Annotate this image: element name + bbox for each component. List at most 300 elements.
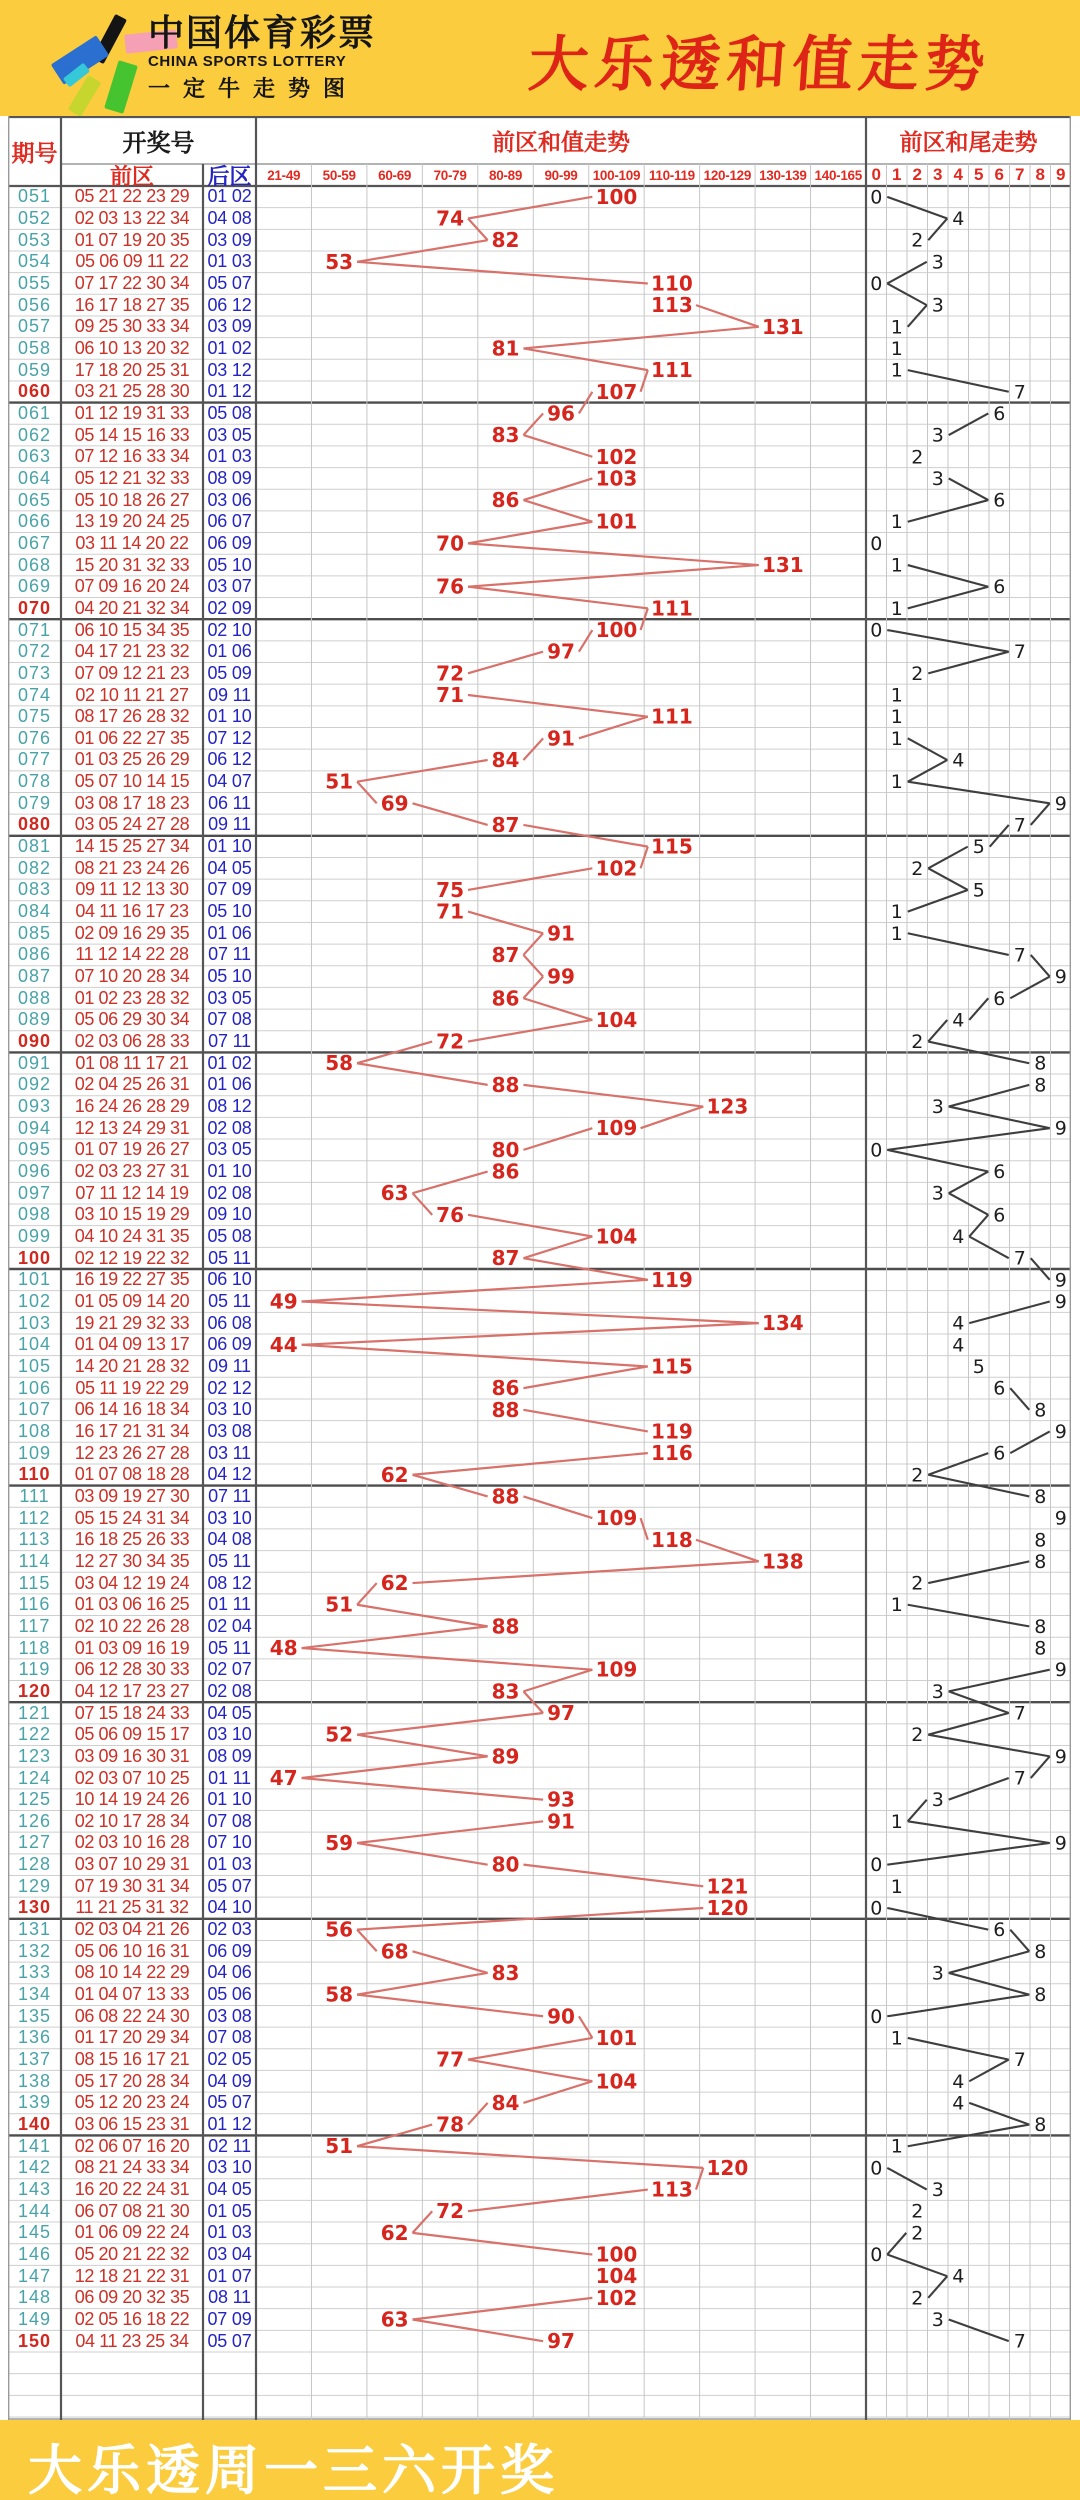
back-numbers-cell: 01 11 [208, 1767, 251, 1788]
tail-value-label: 9 [1054, 792, 1067, 815]
sum-value-label: 120 [706, 2155, 749, 2180]
front-numbers-cell: 07 10 20 28 34 [74, 966, 190, 987]
sum-value-label: 111 [651, 358, 693, 383]
back-numbers-cell: 03 08 [207, 1420, 252, 1441]
period-cell: 139 [17, 2092, 52, 2113]
tail-value-label: 4 [952, 1334, 965, 1357]
front-numbers-cell: 07 15 18 24 33 [74, 1702, 190, 1723]
period-cell: 108 [17, 1420, 52, 1441]
tail-value-label: 1 [890, 1875, 903, 1898]
tail-value-label: 3 [931, 2179, 944, 2202]
sum-value-label: 62 [380, 2220, 409, 2245]
back-numbers-cell: 03 09 [207, 229, 252, 250]
sum-value-label: 138 [761, 1549, 804, 1574]
tail-value-label: 1 [890, 1594, 903, 1617]
tail-digit-cell: 8 [1035, 165, 1045, 184]
back-numbers-cell: 06 12 [207, 749, 252, 770]
tail-value-label: 9 [1054, 1269, 1067, 1292]
period-cell: 145 [17, 2222, 52, 2243]
tail-value-label: 9 [1054, 1117, 1067, 1140]
front-numbers-cell: 03 08 17 18 23 [74, 792, 190, 813]
front-numbers-cell: 12 18 21 22 31 [74, 2265, 190, 2286]
sum-value-label: 71 [436, 899, 465, 924]
back-numbers-cell: 06 09 [207, 1940, 252, 1961]
logo-cn-text: 中国体育彩票 [148, 12, 377, 53]
front-numbers-cell: 07 12 16 33 34 [74, 446, 190, 467]
front-numbers-cell: 01 17 20 29 34 [74, 2027, 190, 2048]
back-numbers-cell: 07 09 [207, 2309, 252, 2329]
back-numbers-cell: 03 05 [207, 1139, 252, 1160]
tail-value-label: 4 [952, 1226, 965, 1249]
front-numbers-cell: 06 07 08 21 30 [74, 2200, 190, 2221]
tail-value-label: 9 [1054, 1745, 1067, 1768]
tail-value-label: 2 [911, 2222, 924, 2245]
front-numbers-cell: 04 17 21 23 32 [74, 641, 190, 662]
tail-value-label: 6 [993, 1919, 1006, 1942]
sum-value-label: 83 [491, 1679, 520, 1704]
back-numbers-cell: 07 11 [208, 944, 251, 965]
sum-value-label: 84 [491, 747, 520, 772]
back-numbers-cell: 01 03 [207, 446, 252, 467]
sum-value-label: 80 [491, 1852, 520, 1877]
period-cell: 085 [17, 922, 52, 943]
tail-digit-cell: 3 [933, 165, 943, 184]
period-cell: 133 [17, 1962, 52, 1983]
period-cell: 082 [17, 857, 52, 878]
tail-value-label: 2 [911, 1724, 924, 1747]
sum-value-label: 49 [269, 1289, 298, 1314]
back-numbers-cell: 04 05 [207, 2179, 252, 2200]
back-numbers-cell: 03 05 [207, 424, 252, 445]
back-numbers-cell: 02 04 [207, 1615, 252, 1636]
front-numbers-cell: 05 10 18 26 27 [74, 489, 190, 510]
sum-value-label: 72 [436, 661, 465, 686]
back-numbers-cell: 03 05 [207, 987, 252, 1008]
front-numbers-cell: 07 09 12 21 23 [74, 662, 190, 683]
sum-value-label: 113 [651, 2177, 693, 2202]
back-numbers-cell: 04 07 [207, 771, 252, 792]
tail-value-label: 1 [890, 511, 903, 534]
back-numbers-cell: 07 08 [207, 1810, 252, 1831]
tail-value-label: 1 [890, 727, 903, 750]
period-cell: 054 [17, 251, 52, 272]
tail-value-label: 3 [931, 251, 944, 274]
period-cell: 098 [17, 1204, 52, 1225]
sum-value-label: 118 [651, 1527, 693, 1552]
period-cell: 120 [17, 1680, 52, 1701]
front-numbers-cell: 02 03 07 10 25 [74, 1767, 190, 1788]
front-numbers-cell: 01 07 19 26 27 [74, 1139, 190, 1160]
sum-value-label: 123 [706, 1094, 749, 1119]
tail-value-label: 0 [870, 186, 883, 209]
back-numbers-cell: 02 08 [207, 1680, 252, 1701]
period-cell: 053 [17, 229, 52, 250]
front-numbers-cell: 07 11 12 14 19 [75, 1182, 189, 1203]
tail-value-label: 8 [1034, 1984, 1047, 2007]
sum-value-label: 110 [651, 271, 693, 296]
tail-value-label: 6 [993, 1377, 1006, 1400]
back-numbers-cell: 07 11 [208, 1485, 251, 1506]
sum-value-label: 59 [325, 1830, 354, 1855]
tail-value-label: 0 [870, 272, 883, 295]
period-cell: 122 [17, 1724, 52, 1745]
period-cell: 100 [17, 1247, 52, 1268]
front-numbers-cell: 05 20 21 22 32 [74, 2244, 190, 2265]
sum-value-label: 109 [595, 1506, 638, 1531]
front-numbers-cell: 11 12 14 22 28 [75, 944, 189, 965]
tail-value-label: 4 [952, 749, 965, 772]
period-cell: 084 [17, 901, 52, 922]
tail-value-label: 1 [890, 2135, 903, 2158]
tail-value-label: 7 [1013, 641, 1026, 664]
tail-value-label: 1 [890, 922, 903, 945]
front-numbers-cell: 02 04 25 26 31 [74, 1074, 190, 1095]
sum-value-label: 47 [269, 1766, 298, 1791]
sum-value-label: 72 [436, 1029, 465, 1054]
tail-value-label: 2 [911, 2200, 924, 2223]
period-cell: 075 [17, 706, 52, 727]
front-numbers-cell: 01 12 19 31 33 [74, 402, 190, 423]
tail-value-label: 0 [870, 1139, 883, 1162]
front-numbers-cell: 05 21 22 23 29 [74, 186, 190, 207]
sum-range-cell: 100-109 [592, 167, 641, 183]
tail-value-label: 1 [890, 597, 903, 620]
front-numbers-cell: 02 12 19 22 32 [74, 1247, 190, 1268]
back-numbers-cell: 09 11 [208, 1355, 251, 1376]
tail-value-label: 3 [931, 1962, 944, 1985]
period-cell: 135 [17, 2005, 52, 2026]
front-numbers-cell: 17 18 20 25 31 [74, 359, 190, 380]
sum-value-label: 101 [595, 2025, 638, 2050]
back-numbers-cell: 02 11 [208, 2135, 251, 2156]
tail-digit-cell: 1 [892, 165, 902, 184]
period-cell: 110 [18, 1464, 51, 1485]
period-cell: 092 [17, 1074, 52, 1095]
sum-value-label: 134 [761, 1311, 804, 1336]
sum-value-label: 101 [595, 509, 638, 534]
front-numbers-cell: 05 17 20 28 34 [74, 2070, 190, 2091]
front-numbers-cell: 06 10 15 34 35 [74, 619, 190, 640]
tail-value-label: 7 [1013, 944, 1026, 967]
period-cell: 118 [18, 1637, 51, 1658]
front-numbers-cell: 03 04 12 19 24 [74, 1572, 190, 1593]
sum-value-label: 84 [491, 2090, 520, 2115]
period-cell: 127 [17, 1832, 52, 1853]
sum-value-label: 86 [491, 1376, 520, 1401]
tail-value-label: 4 [952, 207, 965, 230]
period-cell: 097 [17, 1182, 52, 1203]
tail-value-label: 0 [870, 532, 883, 555]
back-numbers-cell: 02 05 [207, 2049, 252, 2070]
sum-value-label: 104 [595, 1224, 638, 1249]
sum-value-label: 87 [491, 1246, 520, 1271]
back-numbers-cell: 02 03 [207, 1919, 252, 1940]
sum-value-label: 87 [491, 942, 520, 967]
period-cell: 121 [17, 1702, 52, 1723]
back-numbers-cell: 01 10 [207, 1161, 252, 1182]
front-numbers-cell: 05 15 24 31 34 [74, 1507, 190, 1528]
back-numbers-cell: 01 03 [207, 1854, 252, 1875]
back-numbers-cell: 05 08 [207, 1226, 252, 1246]
sum-value-label: 103 [595, 466, 638, 491]
tail-digit-cell: 2 [912, 165, 922, 184]
back-numbers-cell: 03 11 [208, 1442, 251, 1463]
period-cell: 091 [17, 1052, 52, 1073]
tail-value-label: 4 [952, 2070, 965, 2093]
tail-value-label: 3 [931, 1096, 944, 1119]
front-numbers-cell: 08 21 23 24 26 [74, 857, 190, 878]
back-numbers-cell: 06 09 [207, 1334, 252, 1355]
tail-digit-cell: 7 [1015, 165, 1025, 184]
tail-value-label: 4 [952, 1009, 965, 1032]
front-numbers-cell: 02 09 16 29 35 [74, 922, 190, 943]
sum-value-label: 104 [595, 2069, 638, 2094]
sum-range-cell: 120-129 [703, 167, 752, 183]
period-cell: 142 [17, 2157, 52, 2178]
sum-range-cell: 90-99 [544, 167, 578, 183]
front-numbers-cell: 03 10 15 19 29 [74, 1204, 190, 1225]
front-numbers-cell: 05 07 10 14 15 [74, 771, 190, 792]
back-numbers-cell: 01 06 [207, 1074, 252, 1095]
tail-value-label: 3 [931, 424, 944, 447]
front-numbers-cell: 03 11 14 20 22 [75, 532, 189, 553]
front-numbers-cell: 05 11 19 22 29 [75, 1377, 189, 1398]
back-numbers-cell: 04 09 [207, 2070, 252, 2091]
front-numbers-cell: 04 20 21 32 34 [74, 597, 190, 618]
back-numbers-cell: 01 07 [207, 2265, 252, 2286]
top-banner [0, 0, 1080, 116]
front-numbers-cell: 16 17 18 27 35 [74, 294, 190, 315]
tail-value-label: 1 [890, 684, 903, 707]
tail-value-label: 3 [931, 1680, 944, 1703]
sum-value-label: 62 [380, 1462, 409, 1487]
col-header-back-zone: 后区 [207, 163, 252, 189]
tail-value-label: 3 [931, 2309, 944, 2332]
front-numbers-cell: 08 10 14 22 29 [74, 1962, 190, 1983]
tail-value-label: 5 [972, 1355, 985, 1378]
period-cell: 132 [17, 1940, 52, 1961]
back-numbers-cell: 07 12 [207, 727, 252, 748]
back-numbers-cell: 02 08 [207, 1182, 252, 1203]
tail-value-label: 8 [1034, 1074, 1047, 1097]
front-numbers-cell: 09 25 30 33 34 [74, 316, 190, 337]
back-numbers-cell: 06 09 [207, 532, 252, 553]
sum-value-label: 88 [491, 1484, 520, 1509]
tail-value-label: 1 [890, 337, 903, 360]
sum-value-label: 86 [491, 986, 520, 1011]
front-numbers-cell: 13 19 20 24 25 [74, 511, 190, 532]
period-cell: 095 [17, 1139, 52, 1160]
sum-value-label: 100 [595, 618, 638, 643]
tail-value-label: 1 [890, 2027, 903, 2050]
tail-value-label: 8 [1034, 1615, 1047, 1638]
lottery-logo-icon [45, 10, 145, 108]
back-numbers-cell: 05 10 [207, 901, 252, 922]
tail-value-label: 9 [1054, 1832, 1067, 1855]
front-numbers-cell: 05 06 29 30 34 [74, 1009, 190, 1030]
back-numbers-cell: 05 10 [207, 554, 252, 575]
sum-value-label: 75 [436, 877, 465, 902]
tail-value-label: 6 [993, 1204, 1006, 1227]
period-cell: 126 [17, 1810, 52, 1831]
front-numbers-cell: 02 10 22 26 28 [74, 1615, 190, 1636]
period-cell: 066 [17, 511, 52, 532]
tail-value-label: 8 [1034, 1550, 1047, 1573]
back-numbers-cell: 03 10 [207, 2157, 252, 2178]
front-numbers-cell: 02 03 10 16 28 [74, 1832, 190, 1853]
sum-value-label: 104 [595, 2264, 638, 2289]
tail-value-label: 1 [890, 771, 903, 794]
section-header-tail-trend: 前区和尾走势 [899, 128, 1038, 155]
back-numbers-cell: 07 08 [207, 1009, 252, 1030]
period-cell: 146 [17, 2244, 52, 2265]
back-numbers-cell: 01 02 [207, 186, 252, 207]
sum-range-cell: 110-119 [648, 167, 695, 183]
sum-value-label: 131 [761, 314, 804, 339]
tail-value-label: 2 [911, 229, 924, 252]
back-numbers-cell: 05 07 [207, 2330, 252, 2351]
sum-value-label: 89 [491, 1744, 520, 1769]
period-cell: 105 [17, 1355, 52, 1376]
sum-value-label: 109 [595, 1116, 638, 1141]
period-cell: 064 [17, 467, 52, 488]
tail-value-label: 2 [911, 1464, 924, 1487]
sum-value-label: 72 [436, 2199, 465, 2224]
front-numbers-cell: 06 09 20 32 35 [74, 2287, 190, 2308]
front-numbers-cell: 03 09 19 27 30 [74, 1485, 190, 1506]
period-cell: 112 [18, 1507, 51, 1528]
sum-value-label: 91 [547, 921, 575, 946]
sum-value-label: 83 [491, 423, 520, 448]
tail-value-label: 8 [1034, 1637, 1047, 1660]
period-cell: 080 [17, 814, 52, 835]
front-numbers-cell: 06 14 16 18 34 [74, 1399, 190, 1420]
period-cell: 089 [17, 1009, 52, 1030]
back-numbers-cell: 05 07 [207, 272, 252, 293]
tail-value-label: 3 [931, 294, 944, 317]
tail-value-label: 0 [870, 1897, 883, 1920]
front-numbers-cell: 12 23 26 27 28 [74, 1442, 190, 1463]
front-numbers-cell: 04 12 17 23 27 [74, 1680, 190, 1701]
tail-value-label: 0 [870, 2244, 883, 2267]
tail-value-label: 7 [1013, 1767, 1026, 1790]
back-numbers-cell: 01 06 [207, 922, 252, 943]
front-numbers-cell: 02 03 13 22 34 [74, 207, 190, 228]
period-cell: 086 [17, 944, 52, 965]
col-header-front-zone: 前区 [109, 163, 154, 189]
front-numbers-cell: 01 05 09 14 20 [74, 1290, 190, 1311]
back-numbers-cell: 01 11 [208, 1594, 251, 1615]
tail-value-label: 9 [1054, 1507, 1067, 1530]
tail-value-label: 6 [993, 1442, 1006, 1465]
front-numbers-cell: 07 19 30 31 34 [74, 1875, 190, 1896]
period-cell: 069 [17, 576, 52, 597]
back-numbers-cell: 03 10 [207, 1724, 252, 1745]
period-cell: 058 [17, 337, 52, 358]
back-numbers-cell: 05 09 [207, 662, 252, 683]
period-cell: 109 [17, 1442, 52, 1463]
tail-value-label: 6 [993, 489, 1006, 512]
back-numbers-cell: 04 08 [207, 1529, 252, 1550]
back-numbers-cell: 01 03 [207, 251, 252, 272]
back-numbers-cell: 09 11 [208, 814, 251, 835]
sum-value-label: 81 [491, 336, 520, 361]
sum-value-label: 109 [595, 1657, 638, 1682]
front-numbers-cell: 02 06 07 16 20 [74, 2135, 190, 2156]
back-numbers-cell: 03 04 [207, 2244, 252, 2265]
period-cell: 065 [17, 489, 52, 510]
sum-value-label: 83 [491, 1960, 520, 1985]
tail-value-label: 2 [911, 1031, 924, 1054]
back-numbers-cell: 03 10 [207, 1507, 252, 1528]
period-cell: 111 [19, 1485, 50, 1506]
back-numbers-cell: 08 12 [207, 1572, 252, 1593]
tail-value-label: 9 [1054, 1420, 1067, 1443]
logo-subtitle-text: 一定牛走势图 [148, 76, 359, 101]
back-numbers-cell: 06 11 [208, 792, 251, 813]
sum-value-label: 68 [380, 1939, 409, 1964]
tail-value-label: 2 [911, 662, 924, 685]
sum-value-label: 56 [325, 1917, 354, 1942]
back-numbers-cell: 02 09 [207, 597, 252, 618]
tail-value-label: 1 [890, 706, 903, 729]
logo-en-text: CHINA SPORTS LOTTERY [148, 53, 347, 70]
front-numbers-cell: 06 12 28 30 33 [74, 1659, 190, 1680]
back-numbers-cell: 01 02 [207, 1052, 252, 1073]
tail-digit-cell: 9 [1056, 165, 1066, 184]
front-numbers-cell: 04 11 23 25 34 [75, 2330, 189, 2351]
sum-value-label: 88 [491, 1614, 520, 1639]
back-numbers-cell: 03 09 [207, 316, 252, 337]
front-numbers-cell: 08 21 24 33 34 [74, 2157, 190, 2178]
period-cell: 087 [17, 966, 52, 987]
tail-value-label: 4 [952, 2265, 965, 2288]
tail-value-label: 0 [870, 2005, 883, 2028]
back-numbers-cell: 08 12 [207, 1096, 252, 1117]
page-title: 大乐透和值走势 [526, 31, 994, 98]
back-numbers-cell: 01 10 [207, 1789, 252, 1810]
sum-value-label: 63 [380, 2307, 409, 2332]
front-numbers-cell: 11 21 25 31 32 [75, 1897, 189, 1918]
front-numbers-cell: 15 20 31 32 33 [74, 554, 190, 575]
front-numbers-cell: 01 03 09 16 19 [74, 1637, 190, 1658]
sum-value-label: 131 [761, 553, 804, 578]
period-cell: 123 [17, 1745, 52, 1766]
tail-value-label: 4 [952, 1312, 965, 1335]
period-cell: 149 [17, 2309, 52, 2329]
front-numbers-cell: 01 08 11 17 21 [75, 1052, 189, 1073]
period-cell: 117 [18, 1615, 51, 1636]
back-numbers-cell: 01 12 [207, 2114, 252, 2135]
period-cell: 067 [17, 532, 52, 553]
sum-value-label: 70 [436, 531, 465, 556]
back-numbers-cell: 01 10 [207, 836, 252, 857]
period-cell: 119 [18, 1659, 51, 1680]
sum-range-cell: 50-59 [322, 167, 356, 183]
tail-digit-cell: 0 [871, 165, 881, 184]
period-cell: 071 [17, 619, 52, 640]
period-cell: 143 [17, 2179, 52, 2200]
tail-value-label: 7 [1013, 2049, 1026, 2072]
tail-value-label: 2 [911, 857, 924, 880]
sum-value-label: 97 [547, 2329, 575, 2354]
sum-value-label: 111 [651, 704, 693, 729]
front-numbers-cell: 05 06 09 11 22 [75, 251, 189, 272]
tail-value-label: 3 [931, 1789, 944, 1812]
front-numbers-cell: 06 08 22 24 30 [74, 2005, 190, 2026]
period-cell: 070 [17, 597, 52, 618]
front-numbers-cell: 05 14 15 16 33 [74, 424, 190, 445]
